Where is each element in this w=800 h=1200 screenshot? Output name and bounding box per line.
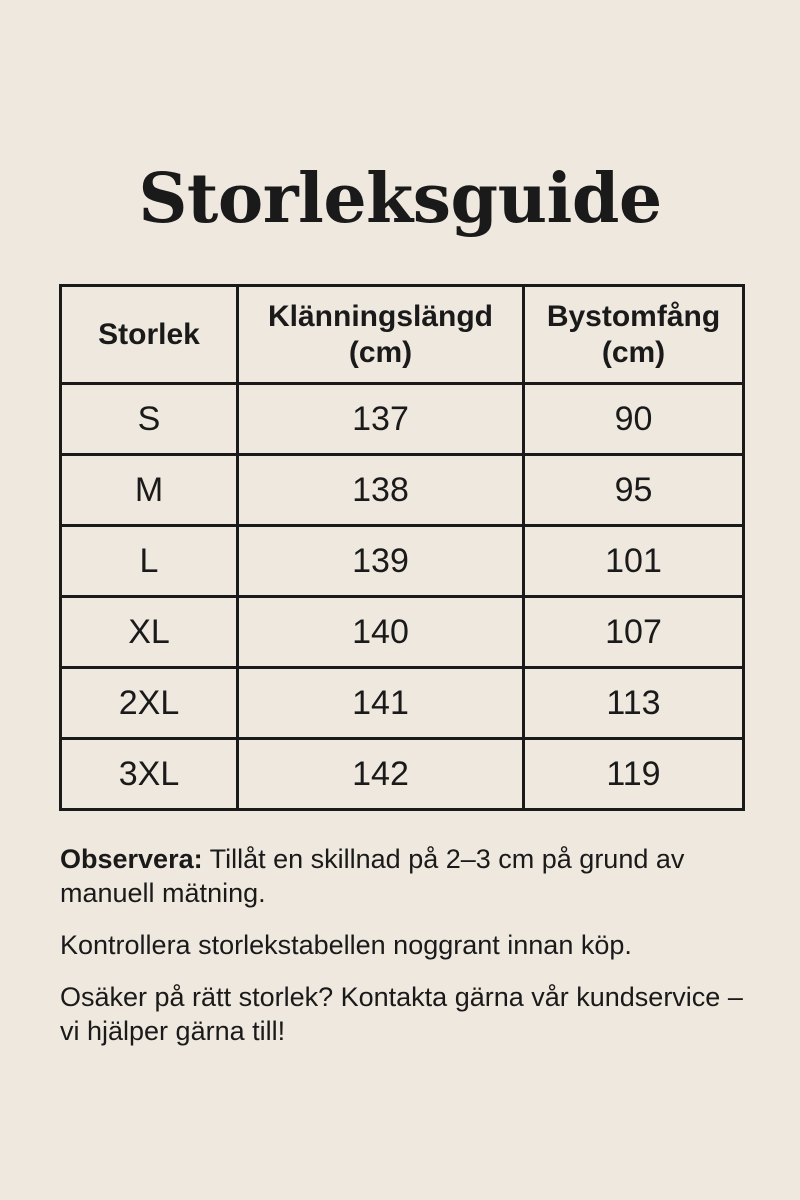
table-row — [61, 526, 744, 597]
size-table — [59, 284, 745, 811]
page-title: Storleksguide — [138, 159, 662, 239]
cell-size: S — [61, 384, 238, 455]
table-row — [61, 384, 744, 455]
header-bust — [524, 286, 744, 384]
note-check-table: Kontrollera storlekstabellen noggrant innan köp. — [60, 930, 632, 960]
cell-dress-length: 138 — [238, 455, 524, 526]
header-dress-length — [238, 286, 524, 384]
header-size-label: Storlek — [98, 317, 200, 351]
cell-bust: 95 — [524, 455, 744, 526]
cell-bust: 119 — [524, 739, 744, 810]
cell-size: L — [61, 526, 238, 597]
cell-bust: 107 — [524, 597, 744, 668]
cell-bust: 101 — [524, 526, 744, 597]
table-row — [61, 597, 744, 668]
note-tolerance-lead: Observera: — [60, 844, 203, 874]
cell-dress-length: 140 — [238, 597, 524, 668]
header-bust-unit: (cm) — [601, 335, 666, 369]
notes-section — [60, 842, 760, 1066]
cell-size: M — [61, 455, 238, 526]
header-dress-length-unit: (cm) — [348, 335, 413, 369]
table-row — [61, 455, 744, 526]
cell-dress-length: 141 — [238, 668, 524, 739]
cell-size: XL — [61, 597, 238, 668]
cell-dress-length: 137 — [238, 384, 524, 455]
cell-bust: 113 — [524, 668, 744, 739]
note-tolerance — [60, 842, 760, 910]
table-row — [61, 668, 744, 739]
cell-size: 2XL — [61, 668, 238, 739]
cell-dress-length: 139 — [238, 526, 524, 597]
note-tolerance-text: Tillåt en skillnad på 2–3 cm på grund av manuell mätning. — [60, 844, 685, 908]
cell-size: 3XL — [61, 739, 238, 810]
note-contact-support: Osäker på rätt storlek? Kontakta gärna vår kundservice – vi hjälper gärna till! — [60, 982, 743, 1046]
header-bust-label: Bystomfång — [546, 299, 721, 333]
cell-dress-length: 142 — [238, 739, 524, 810]
cell-bust: 90 — [524, 384, 744, 455]
header-dress-length-label: Klänningslängd — [268, 299, 493, 333]
table-row — [61, 739, 744, 810]
table-header-row — [61, 286, 744, 384]
header-size — [61, 286, 238, 384]
